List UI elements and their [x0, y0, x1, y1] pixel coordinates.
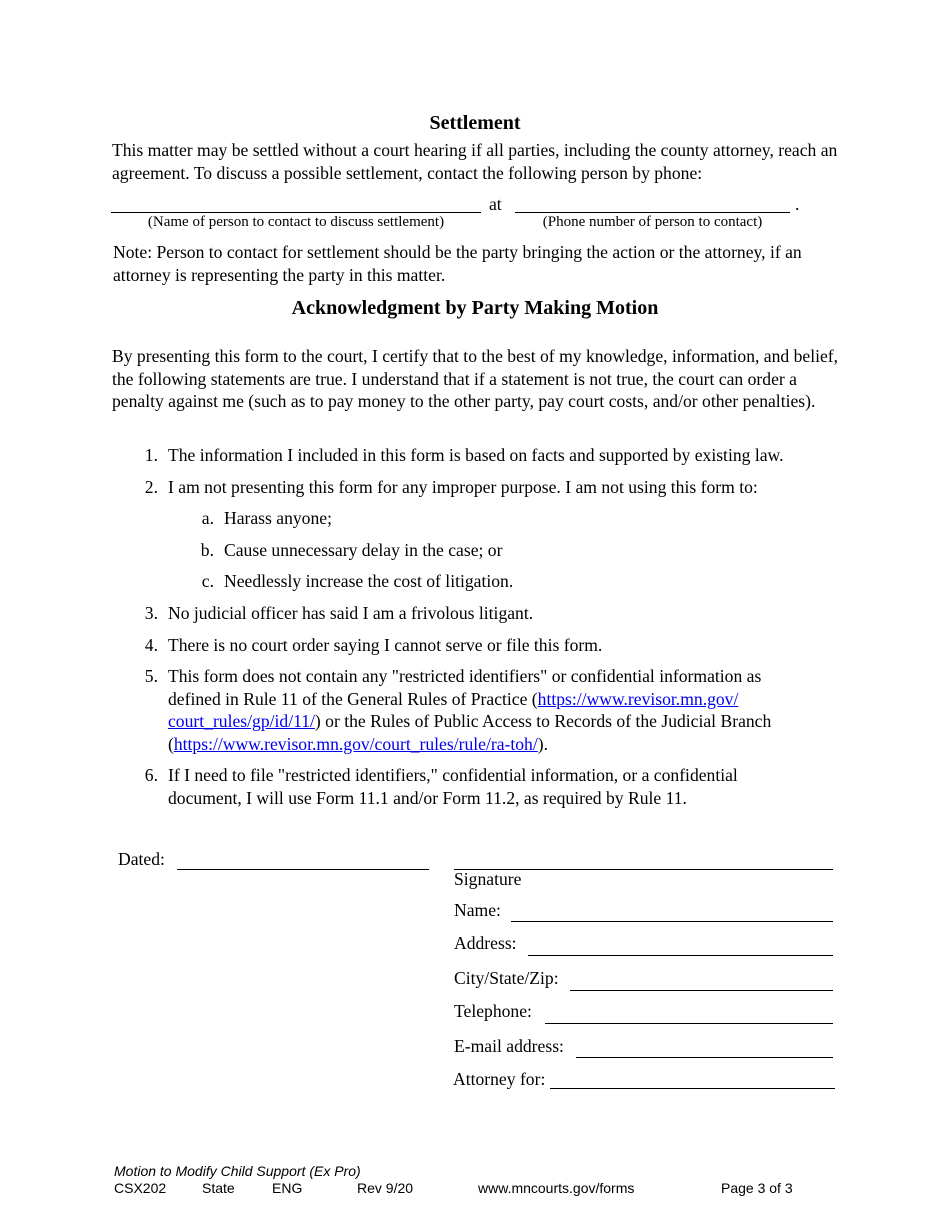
- email-field[interactable]: [576, 1057, 833, 1058]
- footer-jurisdiction: State: [202, 1180, 235, 1196]
- telephone-field[interactable]: [545, 1023, 833, 1024]
- attorney-for-label: Attorney for:: [453, 1069, 546, 1089]
- footer-language: ENG: [272, 1180, 303, 1196]
- sub-list-text: Needlessly increase the cost of litigation.: [224, 571, 514, 591]
- list-number: 1.: [144, 445, 158, 465]
- address-field[interactable]: [528, 955, 833, 956]
- settlement-phone-line[interactable]: [515, 212, 790, 213]
- general-rules-link-continued[interactable]: court_rules/gp/id/11/: [168, 711, 315, 731]
- footer-form-title: Motion to Modify Child Support (Ex Pro): [114, 1163, 361, 1179]
- settlement-name-caption: (Name of person to contact to discuss settlement): [147, 214, 445, 230]
- sub-list-letter: a.: [201, 508, 214, 528]
- list-number: 3.: [144, 603, 158, 623]
- general-rules-link[interactable]: https://www.revisor.mn.gov/: [537, 688, 739, 709]
- name-label: Name:: [454, 900, 501, 920]
- footer-form-code: CSX202: [114, 1180, 167, 1196]
- dated-label: Dated:: [118, 849, 165, 869]
- footer-website: www.mncourts.gov/forms: [478, 1180, 635, 1196]
- acknowledgment-intro: By presenting this form to the court, I certify that to the best of my knowledge, information, and belief, the following statements are true. I understand that if a statement is not true, the court can order a penalty against me (such as to pay money to the other party, pay court costs, and/or other penalties).: [112, 346, 839, 411]
- settlement-heading: Settlement: [429, 112, 521, 134]
- item5-text-part2: ) or the Rules of Public Access to Records of the Judicial Branch (: [168, 711, 772, 754]
- settlement-phone-caption: (Phone number of person to contact): [542, 214, 763, 230]
- list-number: 6.: [144, 765, 158, 785]
- sub-list-letter: c.: [201, 571, 214, 591]
- footer-revision: Rev 9/20: [357, 1180, 414, 1196]
- dated-field[interactable]: [177, 869, 429, 870]
- sub-list-text: Harass anyone;: [224, 508, 332, 528]
- list-text: [168, 665, 818, 755]
- item5-text-part1: This form does not contain any "restricted identifiers" or confidential information as defined in Rule 11 of the General Rules of Practice (: [168, 666, 762, 709]
- acknowledgment-heading: Acknowledgment by Party Making Motion: [291, 297, 659, 319]
- settlement-name-line[interactable]: [111, 212, 481, 213]
- signature-label: Signature: [454, 869, 522, 889]
- list-text: There is no court order saying I cannot serve or file this form.: [168, 635, 603, 655]
- settlement-note: Note: Person to contact for settlement should be the party bringing the action or the attorney, if an attorney is representing the party in this matter.: [113, 242, 802, 285]
- list-text: The information I included in this form is based on facts and supported by existing law.: [168, 445, 784, 465]
- list-number: 2.: [144, 477, 158, 497]
- list-number: 5.: [144, 666, 158, 686]
- city-state-zip-field[interactable]: [570, 990, 833, 991]
- sub-list-text: Cause unnecessary delay in the case; or: [224, 540, 503, 560]
- attorney-for-field[interactable]: [550, 1088, 835, 1089]
- name-field[interactable]: [511, 921, 833, 922]
- settlement-text: This matter may be settled without a court hearing if all parties, including the county attorney, reach an agreement. To discuss a possible settlement, contact the following person by phone:: [112, 140, 838, 183]
- settlement-period: .: [795, 194, 800, 214]
- list-text: If I need to file "restricted identifiers," confidential information, or a confidential document, I will use Form 11.1 and/or Form 11.2, as required by Rule 11.: [168, 765, 738, 808]
- public-access-rules-link[interactable]: https://www.revisor.mn.gov/court_rules/rule/ra-toh/: [173, 733, 538, 754]
- item5-text-part3: ).: [537, 733, 548, 754]
- list-text: No judicial officer has said I am a frivolous litigant.: [168, 603, 534, 623]
- address-label: Address:: [454, 933, 517, 953]
- list-text: I am not presenting this form for any improper purpose. I am not using this form to:: [168, 477, 758, 497]
- sub-list-letter: b.: [200, 540, 214, 560]
- footer-page-number: Page 3 of 3: [721, 1180, 793, 1196]
- email-label: E-mail address:: [454, 1036, 564, 1056]
- settlement-at: at: [489, 194, 502, 214]
- list-number: 4.: [144, 635, 158, 655]
- telephone-label: Telephone:: [454, 1001, 532, 1021]
- city-state-zip-label: City/State/Zip:: [454, 968, 559, 988]
